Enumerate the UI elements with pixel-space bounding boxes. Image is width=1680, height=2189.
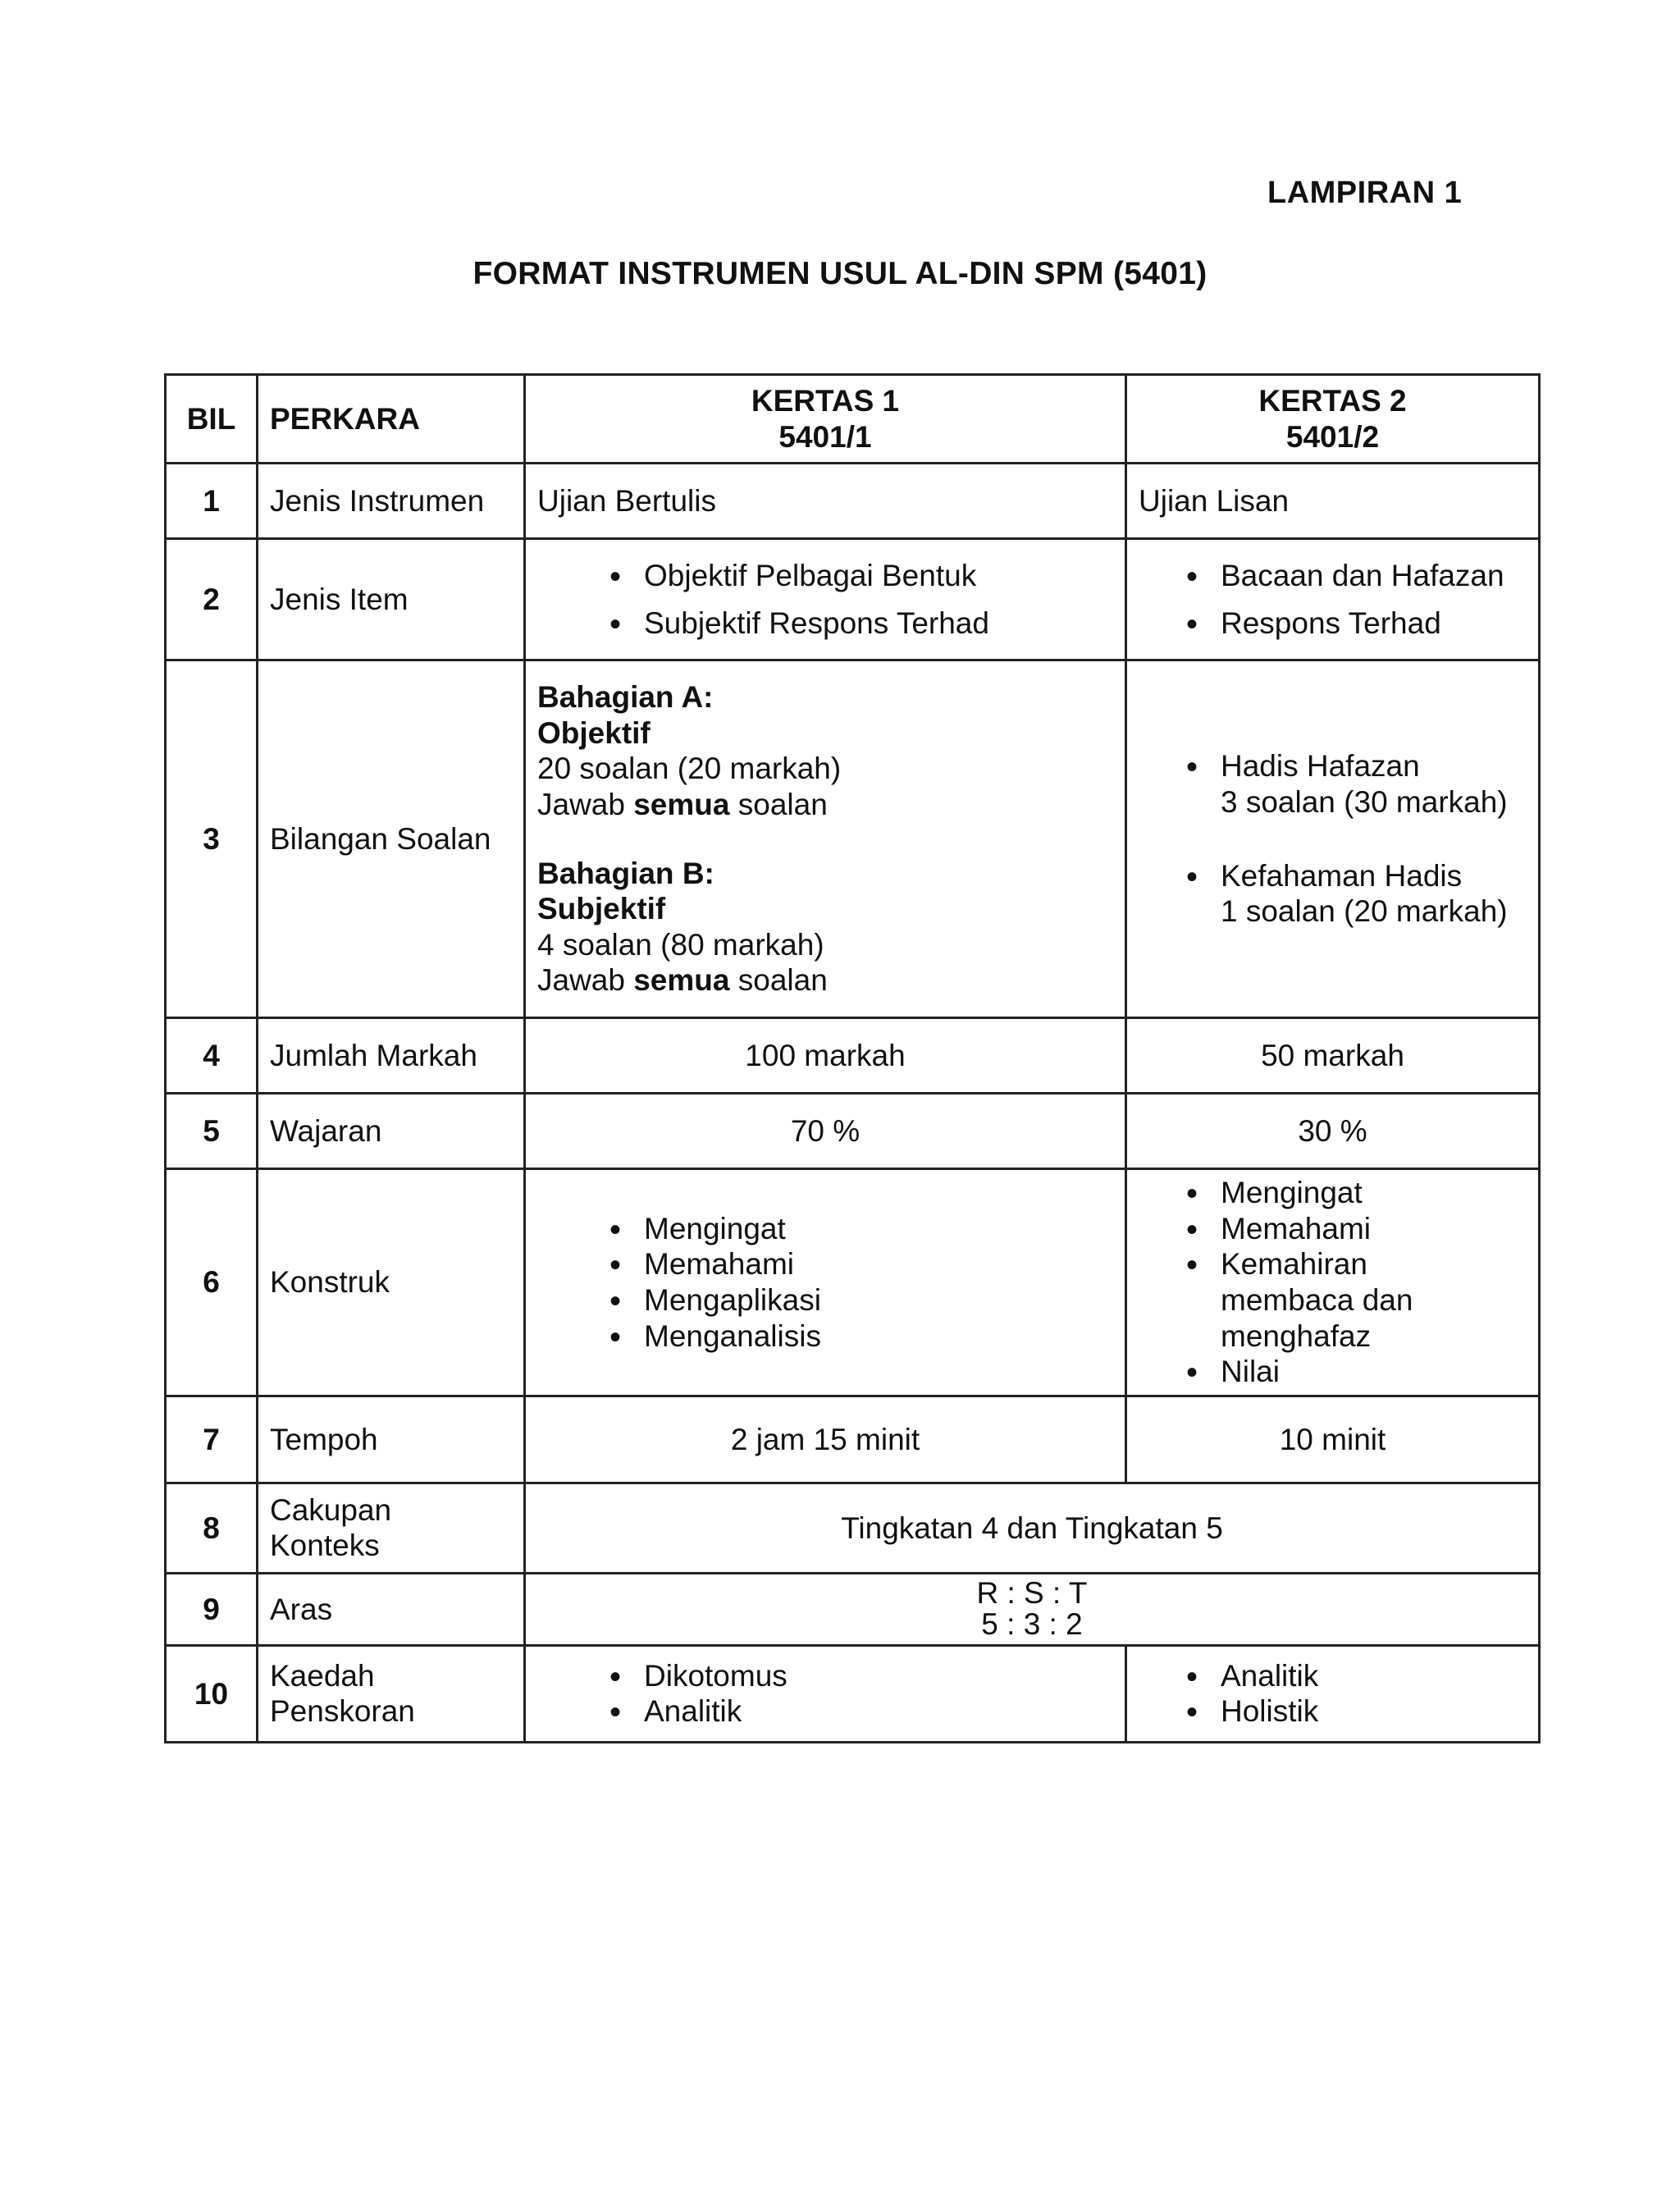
bullet-list <box>537 1211 1113 1355</box>
list-item: • Memahami <box>1163 1211 1461 1247</box>
row-kertas-2: 30 % <box>1126 1094 1540 1169</box>
bahagian-a-count: 20 soalan (20 markah) <box>537 752 842 786</box>
row-kertas-1: Ujian Bertulis <box>525 464 1126 539</box>
bahagian-a-heading: Bahagian A: <box>537 679 714 714</box>
header-row <box>166 375 1540 464</box>
perkara-line-2: Penskoran <box>270 1694 415 1729</box>
list-item <box>1163 748 1527 820</box>
header-kertas-2 <box>1126 375 1540 464</box>
bahagian-a-answer: Jawab semua soalan <box>537 787 828 821</box>
kertas-1-code: 5401/1 <box>778 419 872 454</box>
hadis-hafazan-detail: 3 soalan (30 markah) <box>1221 784 1508 819</box>
row-perkara: Jenis Instrumen <box>258 464 525 539</box>
list-item: • Mengaplikasi <box>587 1282 1113 1318</box>
bahagian-b <box>537 856 1113 999</box>
bullet-list <box>537 1658 1113 1730</box>
bullet-list <box>1139 1658 1527 1730</box>
row-combined: Tingkatan 4 dan Tingkatan 5 <box>525 1483 1540 1573</box>
hadis-hafazan-title: • Hadis Hafazan <box>1221 749 1420 784</box>
bullet-list <box>1139 558 1527 641</box>
table-row <box>166 1018 1540 1094</box>
kertas-1-label: KERTAS 1 <box>751 383 900 418</box>
row-kertas-2: 10 minit <box>1126 1396 1540 1483</box>
row-number: 9 <box>166 1573 258 1645</box>
perkara-line-1: Kaedah <box>270 1658 375 1693</box>
row-perkara: Tempoh <box>258 1396 525 1483</box>
row-number: 5 <box>166 1094 258 1169</box>
row-combined <box>525 1573 1540 1645</box>
row-perkara <box>258 1483 525 1573</box>
list-item: • Holistik <box>1163 1693 1527 1730</box>
format-table <box>164 373 1541 1743</box>
row-kertas-2 <box>1126 660 1540 1018</box>
row-kertas-1 <box>525 1645 1126 1742</box>
bullet-list <box>1139 1175 1527 1390</box>
row-kertas-1: 100 markah <box>525 1018 1126 1094</box>
kertas-2-code: 5401/2 <box>1285 419 1380 454</box>
row-perkara: Bilangan Soalan <box>258 660 525 1018</box>
list-item: • Memahami <box>587 1246 1113 1282</box>
bahagian-b-answer: Jawab semua soalan <box>537 963 828 998</box>
row-kertas-1: 70 % <box>525 1094 1126 1169</box>
perkara-line-1: Cakupan <box>270 1492 392 1527</box>
bullet-list <box>537 558 1113 641</box>
list-item: • Menganalisis <box>587 1318 1113 1355</box>
list-item: • Subjektif Respons Terhad <box>587 606 1113 642</box>
list-item: • Analitik <box>1163 1658 1527 1694</box>
row-kertas-2 <box>1126 539 1540 660</box>
row-kertas-1 <box>525 539 1126 660</box>
list-item: • Bacaan dan Hafazan <box>1163 558 1527 594</box>
row-kertas-2 <box>1126 1169 1540 1396</box>
row-number: 8 <box>166 1483 258 1573</box>
row-kertas-1: 2 jam 15 minit <box>525 1396 1126 1483</box>
table-row <box>166 660 1540 1018</box>
aras-ratio-labels: R : S : T <box>976 1575 1088 1610</box>
table-row <box>166 1483 1540 1573</box>
row-kertas-2 <box>1126 1645 1540 1742</box>
bahagian-a-type: Objektif <box>537 715 651 750</box>
perkara-line-2: Konteks <box>270 1529 380 1563</box>
list-item: • Kemahiran membaca dan menghafaz <box>1163 1246 1461 1354</box>
row-number: 7 <box>166 1396 258 1483</box>
row-perkara: Konstruk <box>258 1169 525 1396</box>
row-perkara: Wajaran <box>258 1094 525 1169</box>
row-number: 3 <box>166 660 258 1018</box>
table-row <box>166 1396 1540 1483</box>
table-row <box>166 464 1540 539</box>
bahagian-b-count: 4 soalan (80 markah) <box>537 927 824 962</box>
lampiran-label: LAMPIRAN 1 <box>1267 176 1463 210</box>
list-item <box>1163 858 1527 930</box>
kertas-2-label: KERTAS 2 <box>1258 383 1407 418</box>
list-item: • Dikotomus <box>587 1658 1113 1694</box>
table-row <box>166 1094 1540 1169</box>
row-perkara <box>258 1645 525 1742</box>
bahagian-a <box>537 679 1113 823</box>
row-kertas-1 <box>525 660 1126 1018</box>
list-item: • Analitik <box>587 1693 1113 1730</box>
aras-ratio-values: 5 : 3 : 2 <box>981 1607 1083 1642</box>
table-row <box>166 539 1540 660</box>
row-kertas-1 <box>525 1169 1126 1396</box>
list-item: • Objektif Pelbagai Bentuk <box>587 558 1113 594</box>
row-number: 6 <box>166 1169 258 1396</box>
row-perkara: Jenis Item <box>258 539 525 660</box>
list-item: • Respons Terhad <box>1163 606 1527 642</box>
row-kertas-2: Ujian Lisan <box>1126 464 1540 539</box>
table-row <box>166 1645 1540 1742</box>
row-kertas-2: 50 markah <box>1126 1018 1540 1094</box>
header-bil: BIL <box>166 375 258 464</box>
kefahaman-hadis-detail: 1 soalan (20 markah) <box>1221 894 1508 929</box>
row-number: 1 <box>166 464 258 539</box>
row-perkara: Aras <box>258 1573 525 1645</box>
bahagian-b-heading: Bahagian B: <box>537 856 714 890</box>
row-number: 2 <box>166 539 258 660</box>
row-perkara: Jumlah Markah <box>258 1018 525 1094</box>
document-title: FORMAT INSTRUMEN USUL AL-DIN SPM (5401) <box>472 256 1208 291</box>
list-item: • Nilai <box>1163 1354 1461 1390</box>
row-number: 10 <box>166 1645 258 1742</box>
table-row <box>166 1169 1540 1396</box>
list-item: • Mengingat <box>587 1211 1113 1247</box>
bahagian-b-type: Subjektif <box>537 892 666 926</box>
bullet-list <box>1139 748 1527 930</box>
kefahaman-hadis-title: • Kefahaman Hadis <box>1221 858 1463 893</box>
list-item: • Mengingat <box>1163 1175 1461 1211</box>
table-row <box>166 1573 1540 1645</box>
header-kertas-1 <box>525 375 1126 464</box>
row-number: 4 <box>166 1018 258 1094</box>
header-perkara: PERKARA <box>258 375 525 464</box>
